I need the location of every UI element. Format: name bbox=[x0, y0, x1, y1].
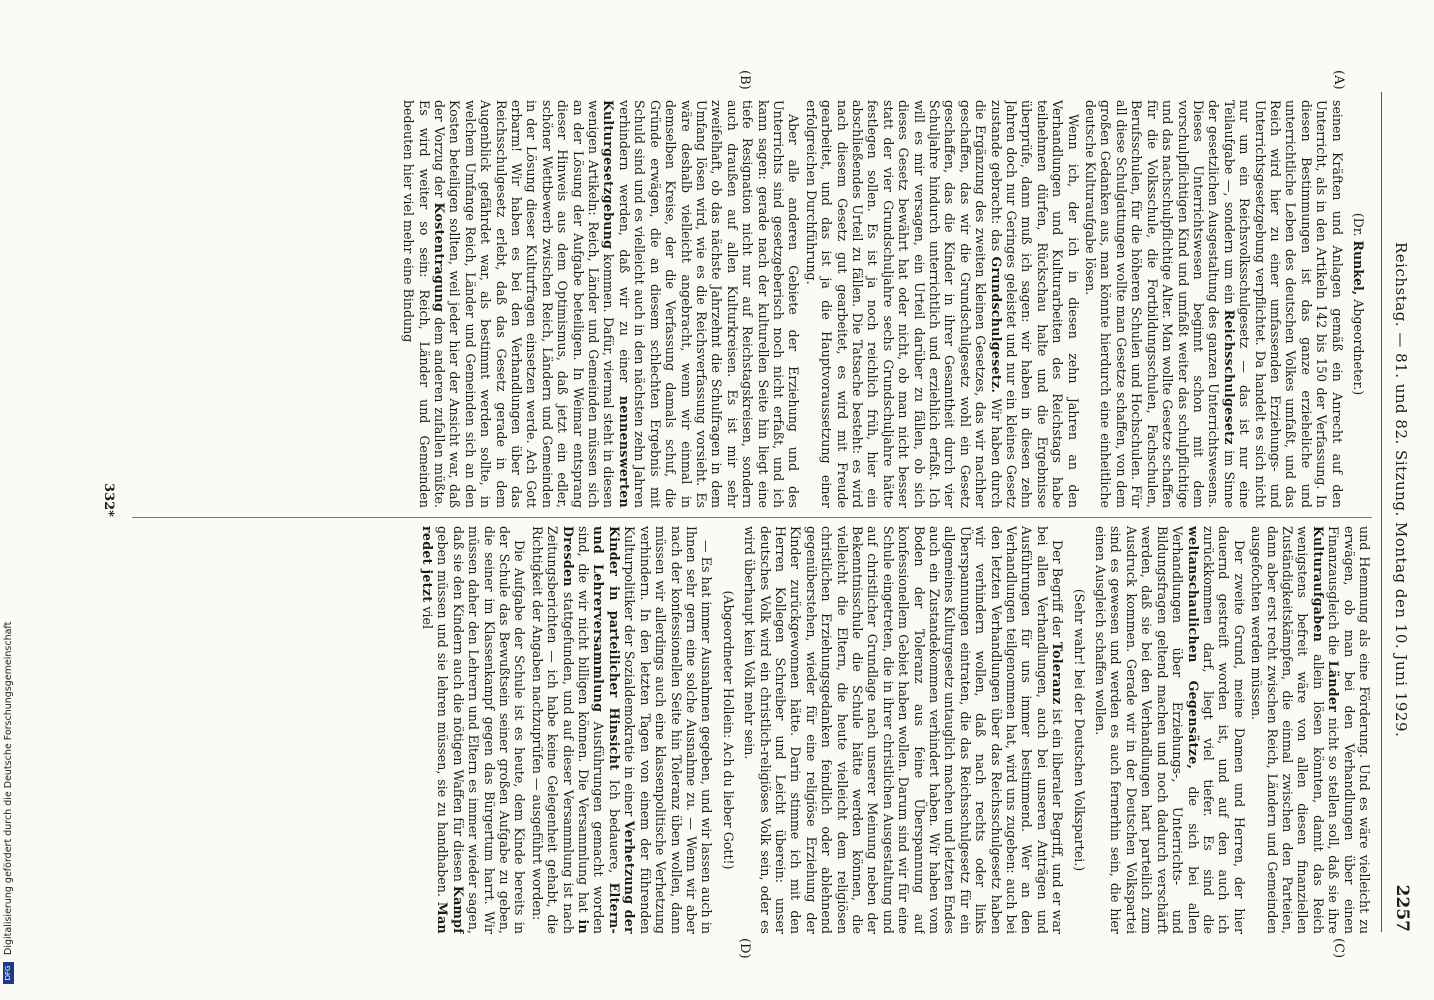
paragraph: — Es hat immer Ausnahmen gegeben, und wir lassen auch in Ihnen sehr gern eine solche Ausnahme zu. — Wenn wir aber nach der konfessionellen Seite hin Toleranz üben wollen, dann müssen wir allerdings auch eine klassenpolitische Verhetzung verhindern. In den letzten Tagen von einem der führenden Kulturpolitiker der Sozialdemokratie in einer Verhetzung der Kinder in parteilicher Hinsicht Ich bedauere, Eltern- und Lehrerversammlung Ausführungen gemacht worden sind, die wir nicht billigen können. Die Versammlung hat in Dresden stattgefunden, und auf dieser Versammlung ist nach Zeitungsberichten — ich habe keine Gelegenheit gehabt, die Richtigkeit der Angaben nachzuprüfen — ausgeführt worden: bbox=[529, 526, 715, 934]
speaker-name: Runkel, bbox=[1351, 240, 1366, 296]
paragraph: Aber alle anderen Gebiete der Erziehung und des Unterrichts sind gesetzgeberisch noch nicht erfaßt, und ich kann sagen: gerade nach der kulturellen Seite hin liegt eine tiefe Resignation nicht nur auf Reichstagskreisen, sondern auch draußen auf allen Kulturkreisen. Es ist mir sehr zweifelhaft, ob das nächste Jahrzehnt die Schulfragen in dem Umfang lösen wird, wie es die Reichsverfassung vorsieht. Es wäre deshalb vielleicht angebracht, wenn wir einmal in demselben Kreise, der die Verfassung damals schuf, die Gründe erwägen, die an diesem schlechten Ergebnis mit Schuld sind und es vielleicht auch in den nächsten zehn Jahren verhindern werden, daß wir zu einer nennenswerten Kulturgesetzgebung kommen. Dafür, viermal steht in diesen wenigen Artikeln: Reich, Länder und Gemeinden müssen sich an der Lösung der Aufgabe beteiligen. In Weimar entsprang dieser Hinweis aus dem Optimismus, daß jetzt ein edler, schöner Wettbewerb zwischen Reich, Ländern und Gemeinden in der Lösung dieser Kulturfragen einsetzen werde. Ach Gott erbarm! Wir haben es bei den Verhandlungen über das Reichsschulgesetz erlebt, daß das Gesetz gerade in dem Augenblick gefährdet war, als bestimmt werden sollte, in welchem Umfange Reich, Länder und Gemeinden sich an den Kosten beteiligen sollten, weil jeder hier der Ansicht war, daß der Vorzug der Kostentragung dem anderen zufallen müßte. Es wird weiter so sein: Reich, Länder und Gemeinden bedeuten hier viel mehr eine Bindung bbox=[401, 100, 802, 508]
page-number: 2257 bbox=[1392, 884, 1412, 932]
column-rule bbox=[132, 517, 1372, 518]
margin-letter-c: (C) bbox=[1331, 938, 1346, 959]
interjection: (Abgeordneter Hollein: Ach du lieber Gott!) bbox=[720, 590, 736, 870]
margin-letter-a: (A) bbox=[1331, 70, 1346, 90]
interjection: (Sehr wahr! bei der Deutschen Volkspartei.) bbox=[1071, 588, 1087, 872]
paragraph: und Hemmung als eine Förderung. Und es wäre vielleicht zu erwägen, ob man bei den Verhandlungen über einen Finanzausgleich die Länder nicht so stellen soll, daß sie ihre Kulturaufgaben allein lösen könnten, damit das Reich wenigstens befreit wäre von allen diesen finanziellen Zuständigkeitskämpfen, die einmal zwischen den Parteien, dann aber erst recht zwischen Reich, Ländern und Gemeinden ausgefochten werden müssen. bbox=[1249, 526, 1372, 934]
margin-letter-d: (D) bbox=[737, 938, 752, 959]
paragraph: Der Begriff der Toleranz ist ein liberaler Begriff, und er war bei allen Verhandlungen, auch bei unseren Anträgen und Ausführungen für uns immer bestimmend. Wer an den Verhandlungen teilgenommen hat, wird uns zugeben: auch bei den letzten Verhandlungen über das Reichsschulgesetz haben wir verhindern wollen, daß nach rechts oder links Überspannungen eintraten, die das Reichsschulgesetz für ein allgemeines Kulturgesetz untauglich machen und letzten Endes auch ein Zustandekommen verhindert haben. Wir haben vom Boden der Toleranz aus feine Überspannung auf konfessionellem Gebiet haben wollen. Darum sind wir für eine Schule eingetreten, die in ihrer christlichen Ausgestaltung und auf christlicher Grundlage nach unserer Meinung neben der Bekenntnisschule die Schule hätte werden können, die vielleicht die Eltern, die heute vielleicht dem religiösen christlichen Erziehungsgedanken feindlich oder ablehnend gegenüberstehen, wieder für eine religiöse Erziehung der Kinder zurückgewonnen hätte. Darin stimme ich mit den Herren Kollegen Schreiber und Leicht überein: unser deutsches Volk wird ein christlich-religiöses Volk sein, oder es wird überhaupt kein Volk mehr sein. bbox=[742, 526, 1066, 934]
margin-letter-b: (B) bbox=[737, 70, 752, 90]
running-title: Reichstag. — 81. und 82. Sitzung. Montag den 10. Juni 1929. bbox=[1392, 242, 1410, 738]
quotation: Die Aufgabe der Schule ist es heute, dem Kinde bereits in der Schule das Bewußtsein seiner großen Aufgabe zu geben, die seiner im Klassenkampf gegen das Bürgertum harrt. Wir müssen daher den Lehrern und Eltern es immer wieder sagen, daß sie den Kindern auch die nötigen Waffen für diesen Kampf geben müssen und sie lehren müssen, sie zu handhaben. Man redet jetzt viel bbox=[420, 526, 528, 934]
paragraph: Der zweite Grund, meine Damen und Herren, der hier dauernd gestreift worden ist, und auf den auch ich zurückkommen darf, liegt viel tiefer. Es sind die weltanschaulichen Gegensätze, die sich bei allen Verhandlungen über Erziehungs-, Unterrichts- und Bildungsfragen geltend machen und noch dadurch verschärft werden, daß sie bei den Verhandlungen hart parteilich zum Ausdruck kommen. Gerade wir in der Deutschen Volkspartei sind es gewesen und werden es auch fernerhin sein, die hier einen Ausgleich schaffen wollen. bbox=[1093, 526, 1247, 934]
dfg-logo-icon: DFG bbox=[3, 962, 14, 984]
page-header bbox=[1384, 92, 1414, 932]
printer-signature: 332* bbox=[101, 483, 116, 517]
funding-credit bbox=[0, 0, 18, 1000]
header-rule bbox=[1381, 92, 1382, 932]
right-column bbox=[162, 526, 1372, 934]
credit-text: Digitalisierung gefördert durch die Deutsche Forschungsgemeinschaft bbox=[3, 621, 14, 955]
paragraph: Wenn ich, der ich in diesen zehn Jahren an den Verhandlungen und Kulturarbeiten des Reichstags habe teilnehmen dürfen, Rückschau halte und die Ergebnisse überprüfe, dann muß ich sagen: wir haben in diesen zehn Jahren doch nur Geringes geleistet und nur ein kleines Gesetz zustande gebracht: das Grundschulgesetz. Wir haben durch die Ergänzung des zweiten kleinen Gesetzes, das wir nachher geschaffen, das wir die Grundschulgesetz wohl ein Gesetz geschaffen, das die Kinder in ihrer Gesamtheit durch vier Schuljahre hindurch unterrichtlich und erziehlich erfaßt. Ich will es mir versagen, ein Urteil darüber zu fällen, ob sich dieses Gesetz bewährt hat oder nicht, ob man nicht besser statt der vier Grundschuljahre sechs Grundschuljahre hätte festlegen sollen. Es ist ja noch reichlich früh, hier ein abschließendes Urteil zu fällen. Die Tatsache besteht: es wird nach diesem Gesetz gut gearbeitet, es wird mit Freude gearbeitet, und das ist ja die Hauptvoraussetzung einer erfolgreichen Durchführung. bbox=[803, 100, 1081, 508]
speaker-line: (Dr. Runkel, Abgeordneter.) bbox=[1351, 212, 1366, 396]
left-column bbox=[122, 100, 1372, 508]
paragraph: seinen Kräften und Anlagen gemäß ein Anrecht auf den Unterricht, als in den Artikeln 142 bis 150 der Verfassung. In diesen Bestimmungen ist das ganze erzieheliche und unterrichtliche Leben des deutschen Volkes umfaßt, und das Reich wird hier zu einer umfassenden Erziehungs- und Unterrichtsgesetzgebung verpflichtet. Da handelt es sich nicht nur um ein Reichsvolksschulgesetz — das ist nur eine Teilaufgabe —, sondern um ein Reichsschulgesetz im Sinne der gesetzlichen Ausgestaltung des ganzen Unterrichtswesens. Dieses Unterrichtswesen beginnt schon mit dem vorschulpflichtigen Kind und umfaßt weiter das schulpflichtige und das nachschulpflichtige Alter. Man wollte Gesetze schaffen für die Volksschule, die Fortbildungsschulen, Fachschulen, Berufsschulen, für die höheren Schulen und Hochschulen. Für all diese Schulgattungen wollte man Gesetze schaffen, von dem großen Gedanken aus, man könnte hierdurch eine einheitliche deutsche Kulturaufgabe lösen. bbox=[1083, 100, 1345, 508]
